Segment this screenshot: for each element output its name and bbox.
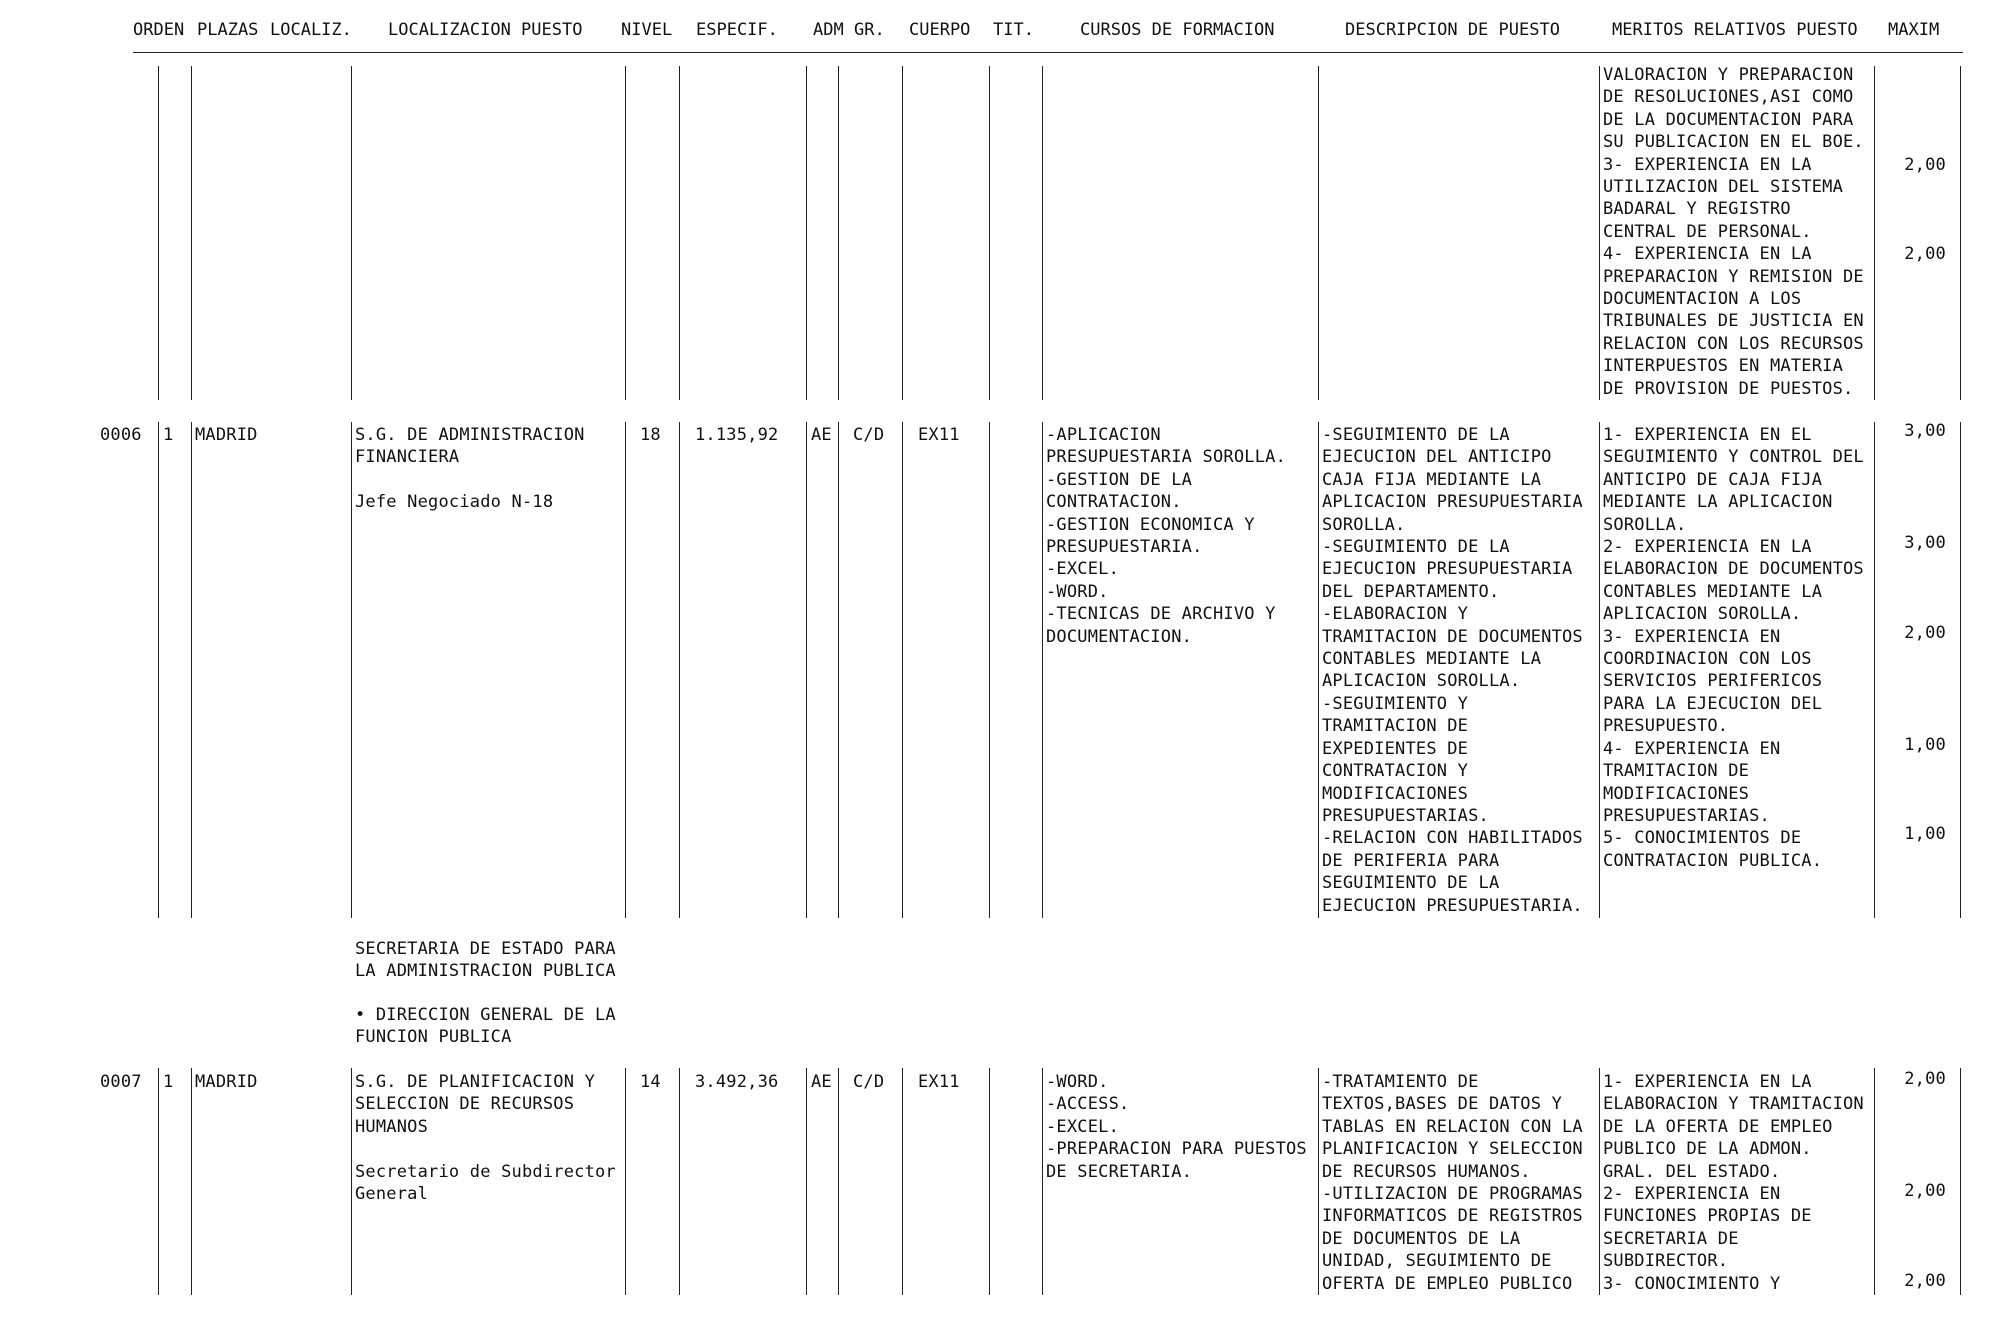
divider <box>989 422 990 918</box>
row-gr: C/D <box>853 425 885 445</box>
divider <box>902 1068 903 1295</box>
divider <box>1874 66 1875 400</box>
divider <box>625 422 626 918</box>
divider <box>351 422 352 918</box>
divider <box>902 66 903 400</box>
continuation-maxim: 2,00 2,00 <box>1904 154 1946 265</box>
row-localizacion: S.G. DE ADMINISTRACION FINANCIERA Jefe Negociado N-18 <box>355 425 585 513</box>
divider <box>1960 1068 1961 1295</box>
row-nivel: 18 <box>640 425 661 445</box>
row-maxim: 2,00 2,00 2,00 <box>1904 1069 1946 1291</box>
divider <box>838 422 839 918</box>
continuation-meritos: VALORACION Y PREPARACION DE RESOLUCIONES,ASI COMO DE LA DOCUMENTACION PARA SU PUBLICACION EN EL BOE. 3- EXPERIENCIA EN LA UTILIZACION DEL SISTEMA BADARAL Y REGISTRO CENTRAL DE PERSONAL. 4- EXPERIENCIA EN LA PREPARACION Y REMISION DE DOCUMENTACION A LOS TRIBUNALES DE JUSTICIA EN RELACION CON LOS RECURSOS INTERPUESTOS EN MATERIA DE PROVISION DE PUESTOS. <box>1603 65 1864 399</box>
direccion-heading: • DIRECCION GENERAL DE LA FUNCION PUBLICA <box>355 1005 616 1048</box>
divider <box>679 66 680 400</box>
row-especif: 3.492,36 <box>695 1072 779 1092</box>
divider <box>902 422 903 918</box>
header-maxim: MAXIM <box>1888 20 1940 40</box>
divider <box>1042 1068 1043 1295</box>
divider <box>838 66 839 400</box>
divider <box>1960 422 1961 918</box>
divider <box>1318 422 1319 918</box>
row-orden: 0007 <box>100 1072 142 1092</box>
row-plazas: 1 <box>163 425 174 445</box>
divider <box>191 66 192 400</box>
divider <box>1874 422 1875 918</box>
row-meritos: 1- EXPERIENCIA EN LA ELABORACION Y TRAMITACION DE LA OFERTA DE EMPLEO PUBLICO DE LA ADMON. GRAL. DEL ESTADO. 2- EXPERIENCIA EN FUNCIONES PROPIAS DE SECRETARIA DE SUBDIRECTOR. 3- CONOCIMIENTO Y <box>1603 1072 1864 1294</box>
divider <box>351 66 352 400</box>
header-meritos: MERITOS RELATIVOS PUESTO <box>1612 20 1858 40</box>
header-localizacion-puesto: LOCALIZACION PUESTO <box>388 20 583 40</box>
header-nivel: NIVEL <box>621 20 673 40</box>
divider <box>158 1068 159 1295</box>
divider <box>351 1068 352 1295</box>
row-adm: AE <box>811 1072 832 1092</box>
divider <box>1318 66 1319 400</box>
divider <box>191 1068 192 1295</box>
divider <box>989 1068 990 1295</box>
row-cursos: -WORD. -ACCESS. -EXCEL. -PREPARACION PARA PUESTOS DE SECRETARIA. <box>1046 1072 1307 1182</box>
divider <box>625 66 626 400</box>
row-meritos: 1- EXPERIENCIA EN EL SEGUIMIENTO Y CONTROL DEL ANTICIPO DE CAJA FIJA MEDIANTE LA APLICACION SOROLLA. 2- EXPERIENCIA EN LA ELABORACION DE DOCUMENTOS CONTABLES MEDIANTE LA APLICACION SOROLLA. 3- EXPERIENCIA EN COORDINACION CON LOS SERVICIOS PERIFERICOS PARA LA EJECUCION DEL PRESUPUESTO. 4- EXPERIENCIA EN TRAMITACION DE MODIFICACIONES PRESUPUESTARIAS. 5- CONOCIMIENTOS DE CONTRATACION PUBLICA. <box>1603 425 1864 871</box>
divider <box>1042 66 1043 400</box>
row-cuerpo: EX11 <box>918 1072 960 1092</box>
header-orden: ORDEN <box>133 20 185 40</box>
header-gr: GR. <box>854 20 885 40</box>
divider <box>806 1068 807 1295</box>
header-plazas: PLAZAS <box>197 20 259 40</box>
header-cuerpo: CUERPO <box>909 20 971 40</box>
divider <box>806 422 807 918</box>
divider <box>1318 1068 1319 1295</box>
divider <box>1874 1068 1875 1295</box>
divider <box>679 422 680 918</box>
row-localizacion: S.G. DE PLANIFICACION Y SELECCION DE RECURSOS HUMANOS Secretario de Subdirector General <box>355 1072 616 1205</box>
header-adm: ADM <box>813 20 844 40</box>
row-cursos: -APLICACION PRESUPUESTARIA SOROLLA. -GESTION DE LA CONTRATACION. -GESTION ECONOMICA Y PRESUPUESTARIA. -EXCEL. -WORD. -TECNICAS DE ARCHIVO Y DOCUMENTACION. <box>1046 425 1287 647</box>
divider <box>1599 1068 1600 1295</box>
row-gr: C/D <box>853 1072 885 1092</box>
divider <box>1042 422 1043 918</box>
header-rule <box>133 52 1963 53</box>
divider <box>1599 422 1600 918</box>
row-especif: 1.135,92 <box>695 425 779 445</box>
header-especif: ESPECIF. <box>696 20 778 40</box>
divider <box>989 66 990 400</box>
divider <box>158 66 159 400</box>
header-localiz: LOCALIZ. <box>270 20 352 40</box>
row-localiz: MADRID <box>195 425 258 445</box>
divider <box>1599 66 1600 400</box>
divider <box>191 422 192 918</box>
row-adm: AE <box>811 425 832 445</box>
header-descripcion: DESCRIPCION DE PUESTO <box>1345 20 1560 40</box>
header-cursos: CURSOS DE FORMACION <box>1080 20 1275 40</box>
row-maxim: 3,00 3,00 2,00 1,00 1,00 <box>1904 421 1946 845</box>
divider <box>838 1068 839 1295</box>
row-cuerpo: EX11 <box>918 425 960 445</box>
divider <box>679 1068 680 1295</box>
divider <box>158 422 159 918</box>
row-plazas: 1 <box>163 1072 174 1092</box>
secretaria-heading: SECRETARIA DE ESTADO PARA LA ADMINISTRACION PUBLICA <box>355 939 616 982</box>
divider <box>806 66 807 400</box>
row-orden: 0006 <box>100 425 142 445</box>
row-descripcion: -TRATAMIENTO DE TEXTOS,BASES DE DATOS Y TABLAS EN RELACION CON LA PLANIFICACION Y SELECCION DE RECURSOS HUMANOS. -UTILIZACION DE PROGRAMAS INFORMATICOS DE REGISTROS DE DOCUMENTOS DE LA UNIDAD, SEGUIMIENTO DE OFERTA DE EMPLEO PUBLICO <box>1322 1072 1583 1294</box>
divider <box>1960 66 1961 400</box>
divider <box>625 1068 626 1295</box>
row-nivel: 14 <box>640 1072 661 1092</box>
row-descripcion: -SEGUIMIENTO DE LA EJECUCION DEL ANTICIPO CAJA FIJA MEDIANTE LA APLICACION PRESUPUESTARIA SOROLLA. -SEGUIMIENTO DE LA EJECUCION PRESUPUESTARIA DEL DEPARTAMENTO. -ELABORACION Y TRAMITACION DE DOCUMENTOS CONTABLES MEDIANTE LA APLICACION SOROLLA. -SEGUIMIENTO Y TRAMITACION DE EXPEDIENTES DE CONTRATACION Y MODIFICACIONES PRESUPUESTARIAS. -RELACION CON HABILITADOS DE PERIFERIA PARA SEGUIMIENTO DE LA EJECUCION PRESUPUESTARIA. <box>1322 425 1583 916</box>
row-localiz: MADRID <box>195 1072 258 1092</box>
header-tit: TIT. <box>993 20 1034 40</box>
